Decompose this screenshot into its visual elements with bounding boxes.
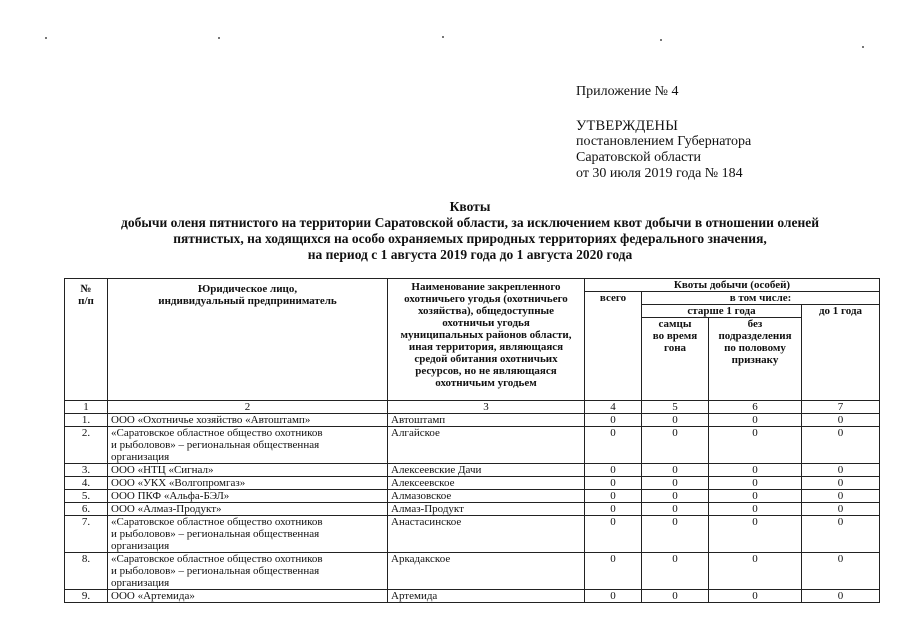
- row-total: 0: [585, 503, 642, 516]
- row-total: 0: [585, 516, 642, 553]
- row-nosex: 0: [709, 464, 802, 477]
- row-nosex: 0: [709, 516, 802, 553]
- row-males: 0: [642, 490, 709, 503]
- row-number: 2.: [65, 427, 108, 464]
- header-older: старше 1 года: [642, 305, 802, 318]
- row-number: 8.: [65, 553, 108, 590]
- row-entity: ООО «Охотничье хозяйство «Автоштамп»: [108, 414, 388, 427]
- row-males: 0: [642, 516, 709, 553]
- row-entity: «Саратовское областное общество охотников и рыболовов» – региональная общественная организация: [108, 516, 388, 553]
- row-males: 0: [642, 503, 709, 516]
- row-young: 0: [802, 414, 880, 427]
- row-total: 0: [585, 590, 642, 603]
- row-total: 0: [585, 553, 642, 590]
- header-total: всего: [585, 292, 642, 401]
- row-number: 1.: [65, 414, 108, 427]
- approval-block: [576, 84, 751, 182]
- row-males: 0: [642, 590, 709, 603]
- row-males: 0: [642, 477, 709, 490]
- row-entity: ООО «УКХ «Волгопромгаз»: [108, 477, 388, 490]
- row-total: 0: [585, 464, 642, 477]
- row-males: 0: [642, 414, 709, 427]
- row-young: 0: [802, 590, 880, 603]
- row-nosex: 0: [709, 503, 802, 516]
- row-number: 4.: [65, 477, 108, 490]
- row-males: 0: [642, 553, 709, 590]
- row-number: 3.: [65, 464, 108, 477]
- row-young: 0: [802, 503, 880, 516]
- header-number: № п/п: [65, 279, 108, 401]
- row-total: 0: [585, 427, 642, 464]
- row-nosex: 0: [709, 590, 802, 603]
- approved-label: УТВЕРЖДЕНЫ: [576, 118, 679, 134]
- table-row: [65, 516, 880, 553]
- approval-line: Саратовской области: [576, 150, 701, 165]
- index-cell: 5: [642, 401, 709, 414]
- row-area: Алексеевские Дачи: [388, 464, 585, 477]
- approval-line: постановлением Губернатора: [576, 134, 752, 149]
- row-young: 0: [802, 464, 880, 477]
- index-cell: 1: [65, 401, 108, 414]
- approval-date: от 30 июля 2019 года № 184: [576, 166, 743, 181]
- scan-speck: [862, 46, 864, 48]
- row-males: 0: [642, 427, 709, 464]
- row-area: Автоштамп: [388, 414, 585, 427]
- document-title: [40, 199, 900, 263]
- row-entity: ООО «Алмаз-Продукт»: [108, 503, 388, 516]
- row-total: 0: [585, 414, 642, 427]
- row-number: 6.: [65, 503, 108, 516]
- row-nosex: 0: [709, 477, 802, 490]
- row-nosex: 0: [709, 427, 802, 464]
- header-entity: Юридическое лицо, индивидуальный предприниматель: [108, 279, 388, 401]
- table-row: [65, 590, 880, 603]
- index-row: [65, 401, 880, 414]
- scan-speck: [45, 37, 47, 39]
- table-row: [65, 414, 880, 427]
- table-row: [65, 503, 880, 516]
- row-young: 0: [802, 553, 880, 590]
- table-row: [65, 553, 880, 590]
- row-young: 0: [802, 477, 880, 490]
- row-nosex: 0: [709, 490, 802, 503]
- quota-table: [64, 278, 880, 603]
- table-row: [65, 427, 880, 464]
- scan-speck: [218, 37, 220, 39]
- row-entity: ООО «НТЦ «Сигнал»: [108, 464, 388, 477]
- row-entity: «Саратовское областное общество охотников и рыболовов» – региональная общественная организация: [108, 553, 388, 590]
- title-line: пятнистых, на ходящихся на особо охраняемых природных территориях федерального значения,: [173, 231, 767, 246]
- row-number: 9.: [65, 590, 108, 603]
- header-quota: Квоты добычи (особей): [585, 279, 880, 292]
- row-young: 0: [802, 490, 880, 503]
- index-cell: 3: [388, 401, 585, 414]
- row-area: Алмазовское: [388, 490, 585, 503]
- row-area: Анастасинское: [388, 516, 585, 553]
- row-males: 0: [642, 464, 709, 477]
- row-area: Алексеевское: [388, 477, 585, 490]
- row-nosex: 0: [709, 553, 802, 590]
- header-area: Наименование закрепленного охотничьего угодья (охотничьего хозяйства), общедоступные охотничьи угодья муниципальных районов области, иная территория, являющаяся средой обитания охотничьих ресурсов, но не являющаяся охотничьим угодьем: [388, 279, 585, 401]
- row-entity: ООО ПКФ «Альфа-БЭЛ»: [108, 490, 388, 503]
- row-area: Алгайское: [388, 427, 585, 464]
- row-area: Алмаз-Продукт: [388, 503, 585, 516]
- index-cell: 7: [802, 401, 880, 414]
- row-number: 7.: [65, 516, 108, 553]
- row-nosex: 0: [709, 414, 802, 427]
- index-cell: 6: [709, 401, 802, 414]
- table-row: [65, 464, 880, 477]
- row-area: Аркадакское: [388, 553, 585, 590]
- table-row: [65, 477, 880, 490]
- header-nosex: без подразделения по половому признаку: [709, 318, 802, 401]
- row-young: 0: [802, 427, 880, 464]
- header-including: в том числе:: [642, 292, 880, 305]
- index-cell: 2: [108, 401, 388, 414]
- title-line: Квоты: [449, 199, 491, 214]
- annex-number: Приложение № 4: [576, 84, 679, 99]
- index-cell: 4: [585, 401, 642, 414]
- title-line: на период с 1 августа 2019 года до 1 августа 2020 года: [307, 247, 633, 262]
- scan-speck: [660, 39, 662, 41]
- header-young: до 1 года: [802, 305, 880, 401]
- header-males: самцы во время гона: [642, 318, 709, 401]
- row-total: 0: [585, 490, 642, 503]
- scan-speck: [442, 36, 444, 38]
- row-area: Артемида: [388, 590, 585, 603]
- title-line: добычи оленя пятнистого на территории Саратовской области, за исключением квот добычи в отношении оленей: [120, 215, 820, 230]
- row-entity: ООО «Артемида»: [108, 590, 388, 603]
- row-young: 0: [802, 516, 880, 553]
- row-total: 0: [585, 477, 642, 490]
- row-entity: «Саратовское областное общество охотников и рыболовов» – региональная общественная организация: [108, 427, 388, 464]
- row-number: 5.: [65, 490, 108, 503]
- table-row: [65, 490, 880, 503]
